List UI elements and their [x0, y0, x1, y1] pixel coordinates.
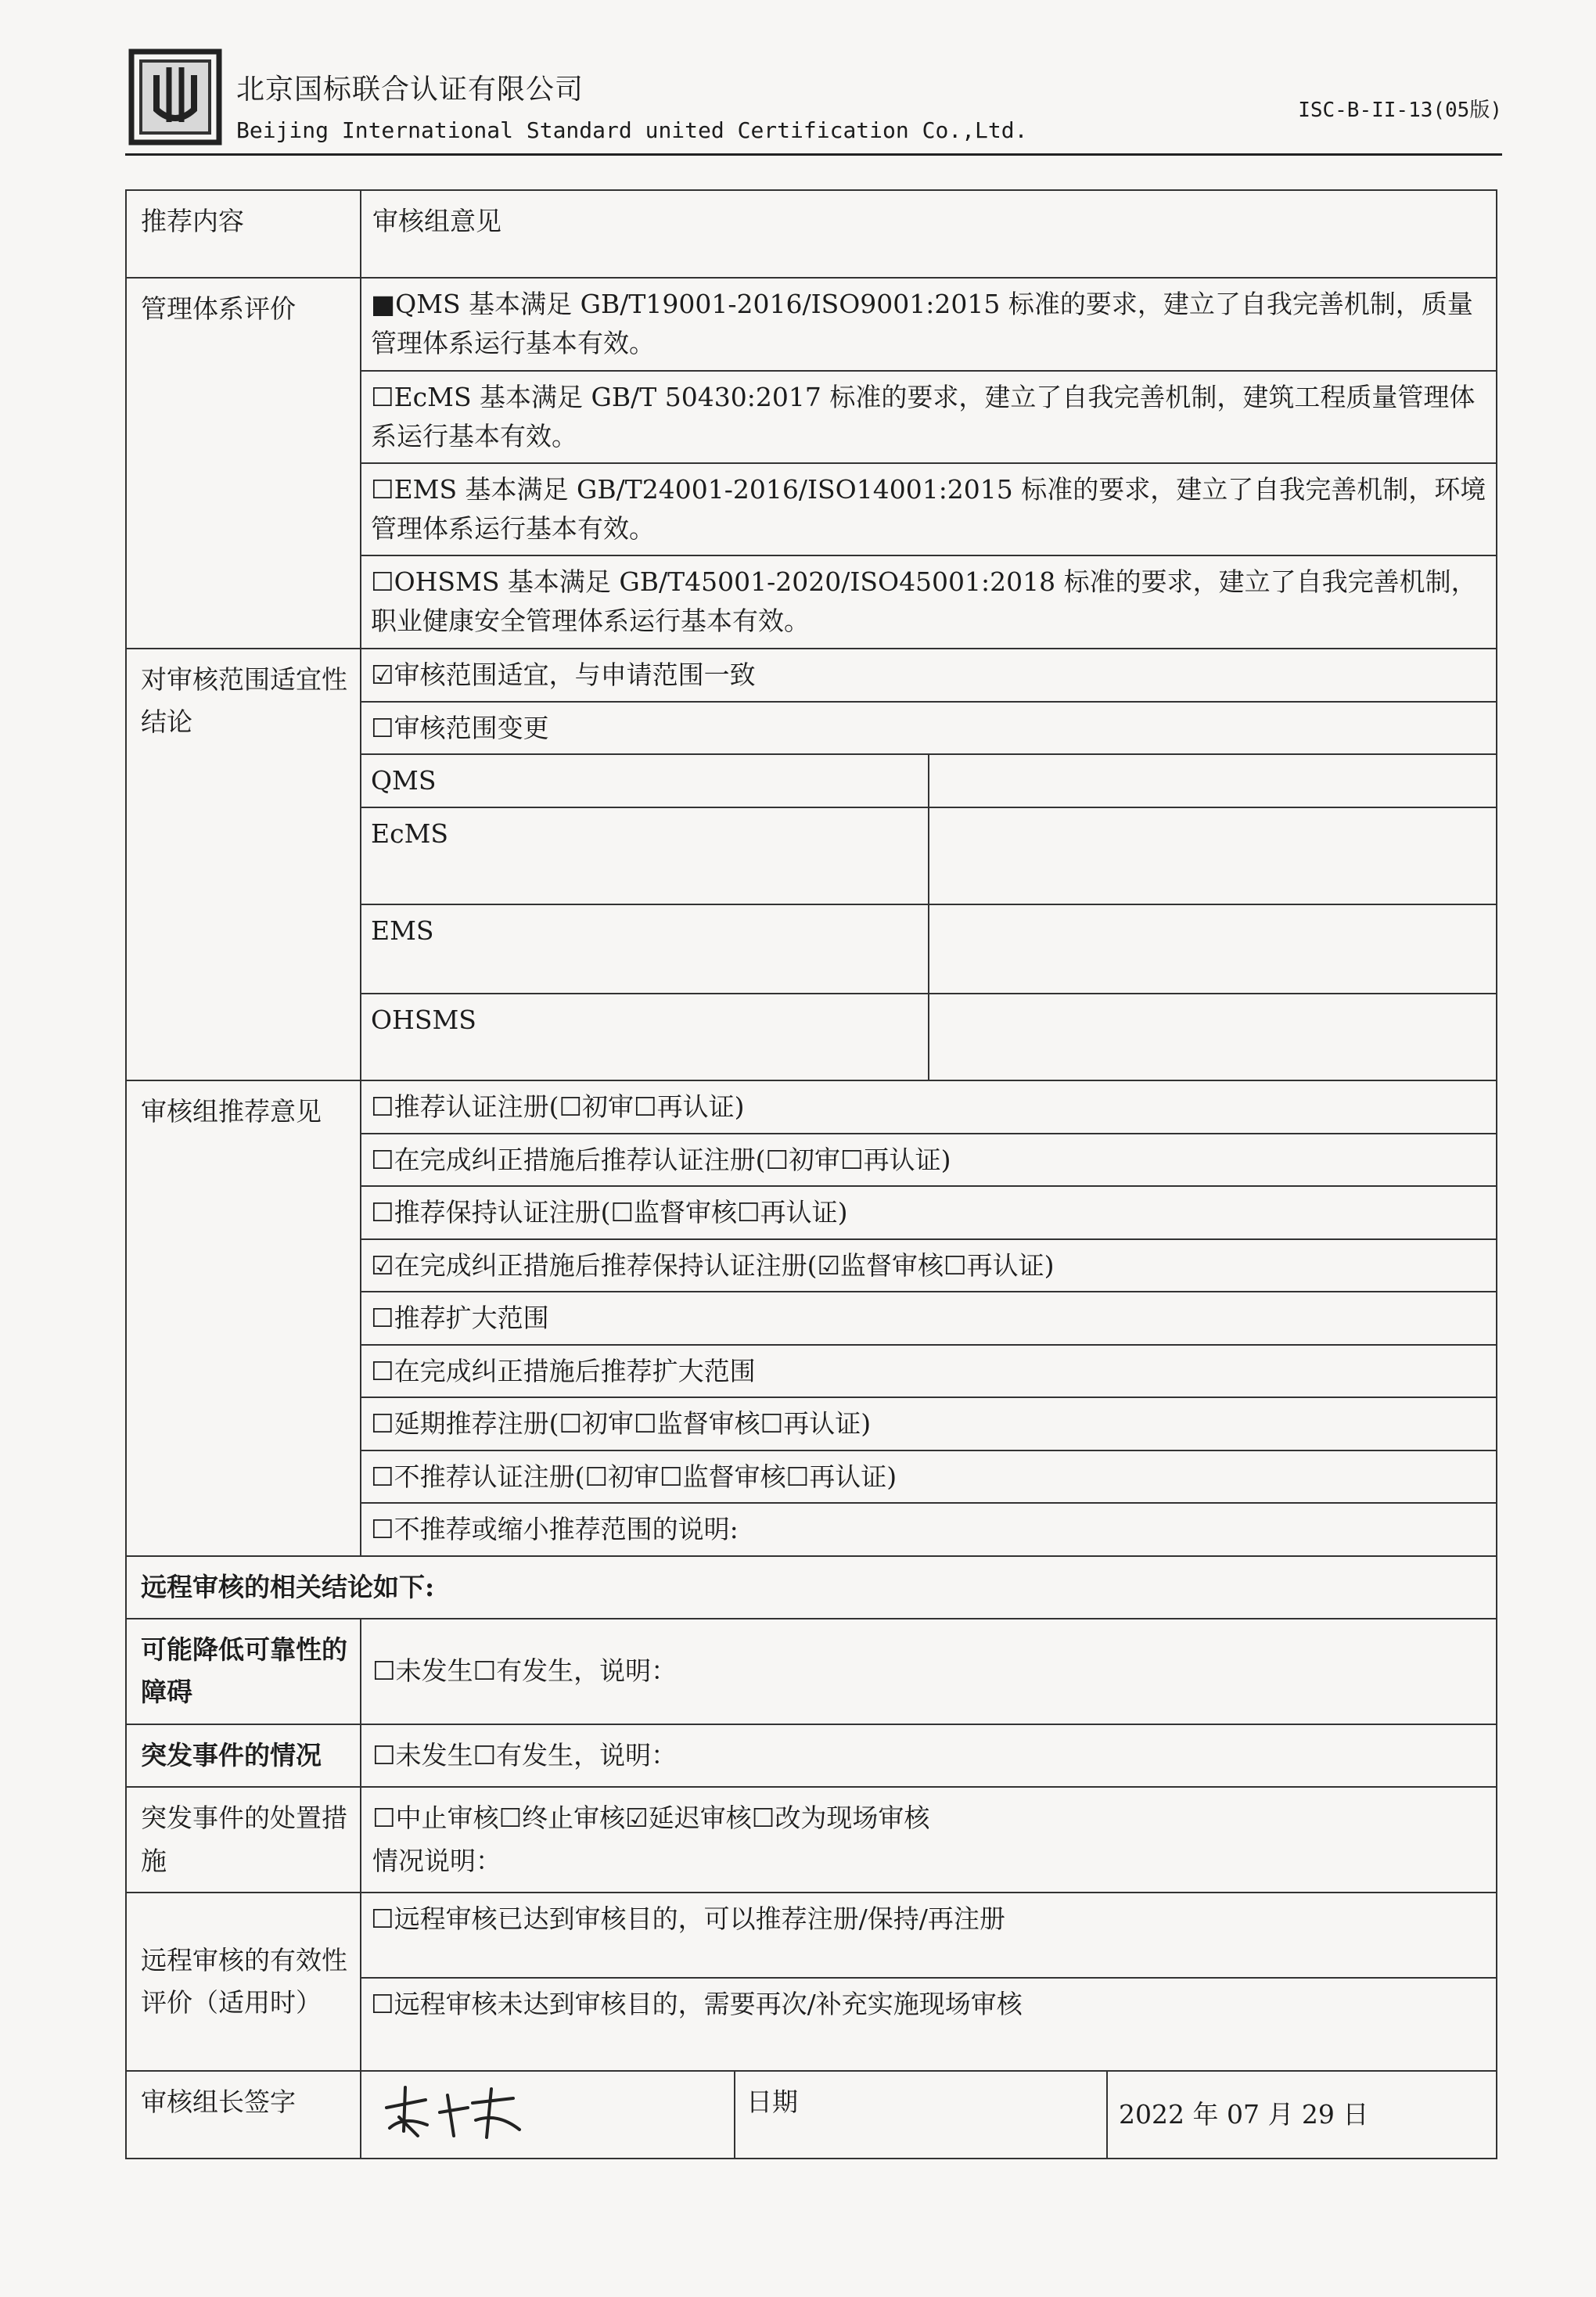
mgmt-item-ecms[interactable]: ☐EcMS 基本满足 GB/T 50430:2017 标准的要求，建立了自我完善机制，建筑工程质量管理体系运行基本有效。	[361, 371, 1496, 463]
scope-option-appropriate[interactable]: ☑审核范围适宜，与申请范围一致	[361, 649, 1496, 702]
opinion-item[interactable]: ☐推荐扩大范围	[361, 1292, 1496, 1345]
handling-options[interactable]: ☐中止审核☐终止审核☑延迟审核☐改为现场审核	[372, 1803, 930, 1834]
validity-list	[361, 1893, 1496, 2070]
opinion-item[interactable]: ☐在完成纠正措施后推荐认证注册(☐初审☐再认证)	[361, 1134, 1496, 1187]
emergency-value[interactable]: ☐未发生☐有发生，说明：	[361, 1724, 1497, 1787]
opinion-item[interactable]: ☑在完成纠正措施后推荐保持认证注册(☑监督审核☐再认证)	[361, 1239, 1496, 1292]
mgmt-item-ems[interactable]: ☐EMS 基本满足 GB/T24001-2016/ISO14001:2015 标准的要求，建立了自我完善机制，环境管理体系运行基本有效。	[361, 463, 1496, 555]
scope-system-qms: QMS	[361, 754, 929, 807]
opinion-item[interactable]: ☐在完成纠正措施后推荐扩大范围	[361, 1345, 1496, 1398]
scope-conclusion-list	[361, 649, 1496, 1080]
audit-opinion-form	[125, 189, 1497, 2159]
recommend-content-label: 推荐内容	[126, 190, 361, 278]
scope-system-ohsms: OHSMS	[361, 994, 929, 1080]
opinion-item[interactable]: ☐不推荐或缩小推荐范围的说明:	[371, 1514, 739, 1544]
leader-signature-label: 审核组长签字	[126, 2071, 361, 2159]
company-name-cn: 北京国标联合认证有限公司	[236, 74, 584, 106]
company-logo	[128, 49, 222, 146]
date-label: 日期	[735, 2071, 1107, 2159]
mgmt-item-qms[interactable]: ■QMS 基本满足 GB/T19001-2016/ISO9001:2015 标准的要求，建立了自我完善机制，质量管理体系运行基本有效。	[361, 279, 1496, 371]
mgmt-eval-label: 管理体系评价	[126, 278, 361, 649]
validity-item-not-achieved[interactable]: ☐远程审核未达到审核目的，需要再次/补充实施现场审核	[371, 1989, 1023, 2020]
validity-label: 远程审核的有效性评价（适用时）	[126, 1893, 361, 2071]
handwritten-signature	[372, 2081, 529, 2144]
handling-label: 突发事件的处置措施	[126, 1787, 361, 1893]
leader-signature[interactable]	[361, 2071, 735, 2159]
scope-input-ohsms[interactable]	[929, 994, 1496, 1080]
validity-item-achieved[interactable]: ☐远程审核已达到审核目的，可以推荐注册/保持/再注册	[361, 1893, 1496, 1978]
opinion-item[interactable]: ☐推荐认证注册(☐初审☐再认证)	[361, 1081, 1496, 1134]
emergency-label: 突发事件的情况	[126, 1724, 361, 1787]
letterhead	[125, 45, 1502, 161]
scope-conclusion-label: 对审核范围适宜性结论	[126, 649, 361, 1080]
obstacle-value[interactable]: ☐未发生☐有发生，说明：	[361, 1619, 1497, 1724]
scope-input-ems[interactable]	[929, 904, 1496, 994]
opinion-item[interactable]: ☐不推荐认证注册(☐初审☐监督审核☐再认证)	[361, 1450, 1496, 1504]
scope-system-ems: EMS	[361, 904, 929, 994]
obstacle-label: 可能降低可靠性的障碍	[126, 1619, 361, 1724]
recommend-content-value: 审核组意见	[361, 190, 1497, 278]
scope-input-ecms[interactable]	[929, 807, 1496, 904]
scope-system-ecms: EcMS	[361, 807, 929, 904]
document-code: ISC-B-II-13(05版)	[1298, 99, 1502, 122]
date-value[interactable]: 2022 年 07 月 29 日	[1107, 2071, 1497, 2159]
company-name-en: Beijing International Standard united Certification Co.,Ltd.	[236, 117, 1028, 143]
handling-note[interactable]: 情况说明：	[372, 1845, 501, 1876]
mgmt-item-ohsms[interactable]: ☐OHSMS 基本满足 GB/T45001-2020/ISO45001:2018 标准的要求，建立了自我完善机制，职业健康安全管理体系运行基本有效。	[371, 566, 1477, 636]
team-opinion-label: 审核组推荐意见	[126, 1080, 361, 1556]
scope-option-changed[interactable]: ☐审核范围变更	[361, 702, 1496, 755]
opinion-item[interactable]: ☐延期推荐注册(☐初审☐监督审核☐再认证)	[361, 1397, 1496, 1450]
scope-input-qms[interactable]	[929, 754, 1496, 807]
mgmt-eval-list	[361, 279, 1496, 648]
team-opinion-list	[361, 1081, 1496, 1555]
remote-audit-header: 远程审核的相关结论如下:	[126, 1556, 1497, 1619]
header-rule	[125, 153, 1502, 156]
opinion-item[interactable]: ☐推荐保持认证注册(☐监督审核☐再认证)	[361, 1186, 1496, 1239]
